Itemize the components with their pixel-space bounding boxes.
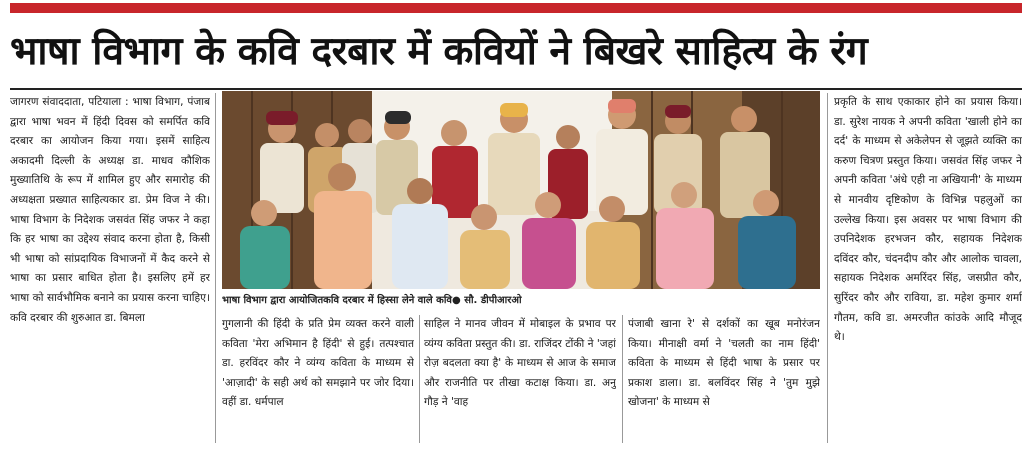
article-column-1: जागरण संवाददाता, पटियाला : भाषा विभाग, पंजाब द्वारा भाषा भवन में हिंदी दिवस को समर्पित कवि दरबार का आयोजन किया गया। इसमें साहित्य अकादमी दिल्ली के अध्यक्ष डा. माधव कौशिक मुख्यातिथि के रूप में शामिल हुए और समारोह की अध्यक्षता प्रख्यात साहित्यकार डा. प्रेम विज ने की। भाषा विभाग के निदेशक जसवंत सिंह जफर ने कहा कि हर भाषा का उद्देश्य संवाद करना होता है, किसी भी भाषा को सांप्रदायिक विभाजनों में कैद करने से भाषा का प्रसार बाधित होता है। इसलिए हमें हर भाषा को सार्वभौमिक बनाने का प्रयास करना चाहिए। कवि दरबार की शुरुआत डा. बिमला [10,96,210,324]
top-red-bar [10,3,1022,13]
article-column-5: प्रकृति के साथ एकाकार होने का प्रयास किया। डा. सुरेश नायक ने अपनी कविता 'खाली होने का दर्द' के माध्यम से अकेलेपन से जूझते व्यक्ति का करुण चित्रण प्रस्तुत किया। जसवंत सिंह जफर ने अपनी कविता 'अंधे एही ना अखियानी' के माध्यम से मानवीय दृष्टिकोण के विभिन्न पहलुओं का उल्लेख किया। इस अवसर पर भाषा विभाग की उपनिदेशक हरभजन कौर, सहायक निदेशक दविंदर कौर, चंदनदीप कौर और आलोक चावला, सहायक निदेशक अमरिंदर सिंह, जसप्रीत कौर, सुरिंदर कौर और राविया, डा. महेश कुमार शर्मा गौतम, कवि डा. अमरजीत कांउके आदि मौजूद थे। [834,96,1022,344]
column-divider [622,315,623,443]
column-divider [419,315,420,443]
column-divider [215,93,216,443]
group-photo [222,91,820,289]
headline-rule [10,88,1022,90]
article-column-2: गुगलानी की हिंदी के प्रति प्रेम व्यक्त करने वाली कविता 'मेरा अभिमान है हिंदी' से हुई। तत्पश्चात डा. हरविंदर कौर ने व्यंग्य कविता के माध्यम से 'आज़ादी' के सही अर्थ को समझाने पर जोर दिया। वहीं डा. धर्मपाल [222,318,414,409]
headline: भाषा विभाग के कवि दरबार में कवियों ने बिखरे साहित्य के रंग [10,29,868,74]
article-column-3: साहिल ने मानव जीवन में मोबाइल के प्रभाव पर व्यंग्य कविता प्रस्तुत की। डा. राजिंदर टोंकी ने 'जहां रोज़ बदलता क्या है' के माध्यम से आज के समाज और राजनीति पर तीखा कटाक्ष किया। डा. अनु गौड़ ने 'वाह [424,318,616,409]
article-column-4: पंजाबी खाना रे' से दर्शकों का खूब मनोरंजन किया। मीनाक्षी वर्मा ने 'चलती का नाम हिंदी' कविता के माध्यम से हिंदी भाषा के प्रसार पर प्रकाश डाला। डा. बलविंदर सिंह ने 'तुम मुझे खोजना' के माध्यम से [628,318,820,409]
photo-caption: भाषा विभाग द्वारा आयोजितकवि दरबार में हिस्सा लेने वाले कवि● सौ. डीपीआरओ [222,295,522,306]
column-divider [827,93,828,443]
